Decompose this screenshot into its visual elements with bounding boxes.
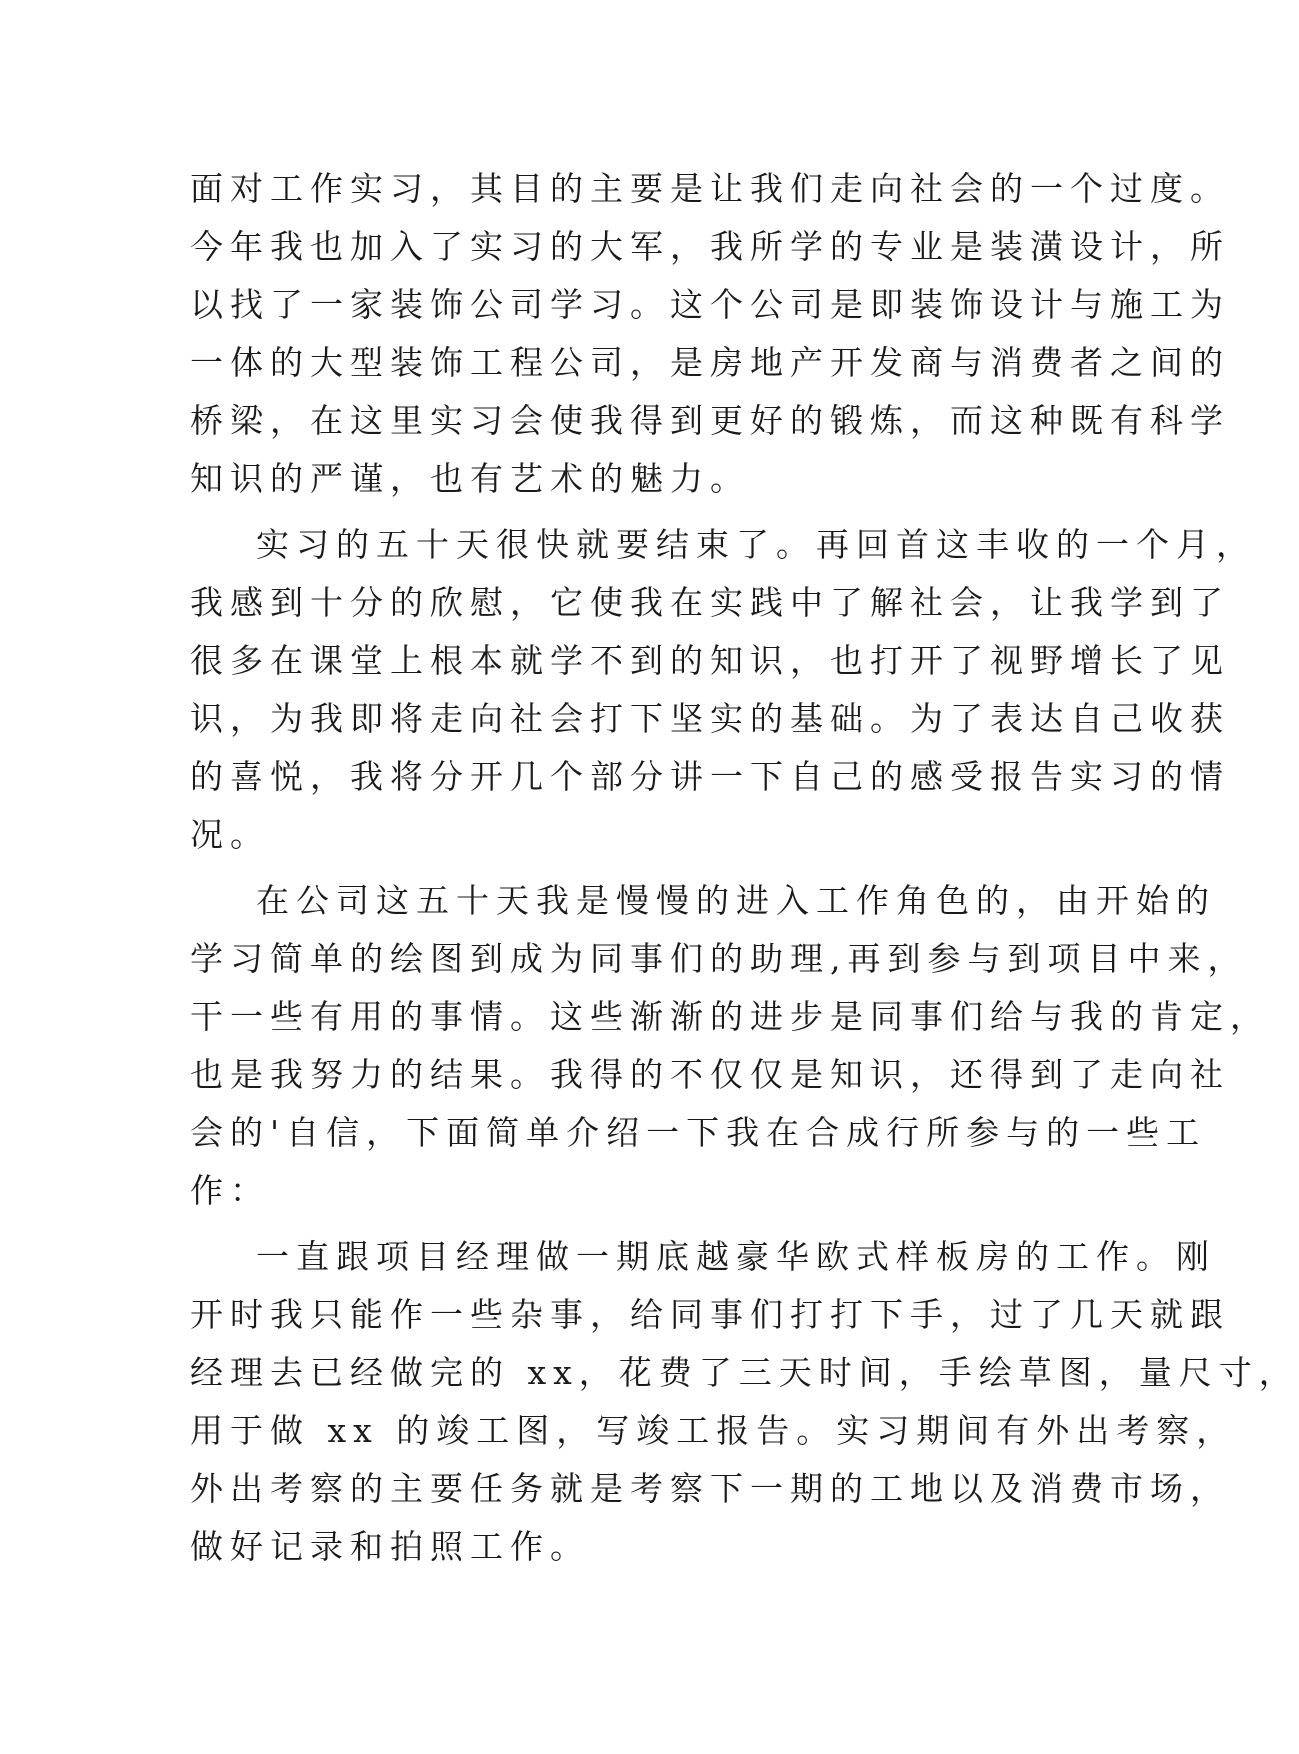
text-line: 用于做 xx 的竣工图，写竣工报告。实习期间有外出考察， — [190, 1411, 1237, 1450]
text-line: 作： — [190, 1171, 270, 1210]
text-line: 我感到十分的欣慰，它使我在实践中了解社会，让我学到了 — [190, 583, 1230, 622]
text-line: 干一些有用的事情。这些渐渐的进步是同事们给与我的肯定， — [190, 997, 1270, 1036]
text-line: 在公司这五十天我是慢慢的进入工作角色的，由开始的 — [256, 881, 1216, 920]
text-line: 经理去已经做完的 xx，花费了三天时间，手绘草图，量尺寸， — [190, 1353, 1299, 1392]
text-line: 桥梁，在这里实习会使我得到更好的锻炼，而这种既有科学 — [190, 401, 1230, 440]
text-line: 况。 — [190, 815, 270, 854]
text-line: 知识的严谨，也有艺术的魅力。 — [190, 459, 750, 498]
text-line: 实习的五十天很快就要结束了。再回首这丰收的一个月， — [256, 525, 1256, 564]
text-line: 会的'自信，下面简单介绍一下我在合成行所参与的一些工 — [190, 1113, 1207, 1152]
paragraph-2 — [190, 516, 1256, 864]
text-line: 的喜悦，我将分开几个部分讲一下自己的感受报告实习的情 — [190, 757, 1230, 796]
text-line: 今年我也加入了实习的大军，我所学的专业是装潢设计，所 — [190, 227, 1230, 266]
text-line: 外出考察的主要任务就是考察下一期的工地以及消费市场， — [190, 1469, 1230, 1508]
text-line: 面对工作实习，其目的主要是让我们走向社会的一个过度。 — [190, 169, 1230, 208]
text-line: 学习简单的绘图到成为同事们的助理,再到参与到项目中来， — [190, 939, 1248, 978]
text-line: 很多在课堂上根本就学不到的知识，也打开了视野增长了见 — [190, 641, 1230, 680]
text-line: 做好记录和拍照工作。 — [190, 1527, 590, 1566]
paragraph-1 — [190, 160, 1230, 508]
document-body — [190, 160, 1299, 1580]
text-line: 识，为我即将走向社会打下坚实的基础。为了表达自己收获 — [190, 699, 1230, 738]
text-line: 也是我努力的结果。我得的不仅仅是知识，还得到了走向社 — [190, 1055, 1230, 1094]
paragraph-4 — [190, 1228, 1299, 1576]
text-line: 一直跟项目经理做一期底越豪华欧式样板房的工作。刚 — [256, 1237, 1216, 1276]
text-line: 以找了一家装饰公司学习。这个公司是即装饰设计与施工为 — [190, 285, 1230, 324]
paragraph-3 — [190, 872, 1270, 1220]
text-line: 一体的大型装饰工程公司，是房地产开发商与消费者之间的 — [190, 343, 1230, 382]
text-line: 开时我只能作一些杂事，给同事们打打下手，过了几天就跟 — [190, 1295, 1230, 1334]
